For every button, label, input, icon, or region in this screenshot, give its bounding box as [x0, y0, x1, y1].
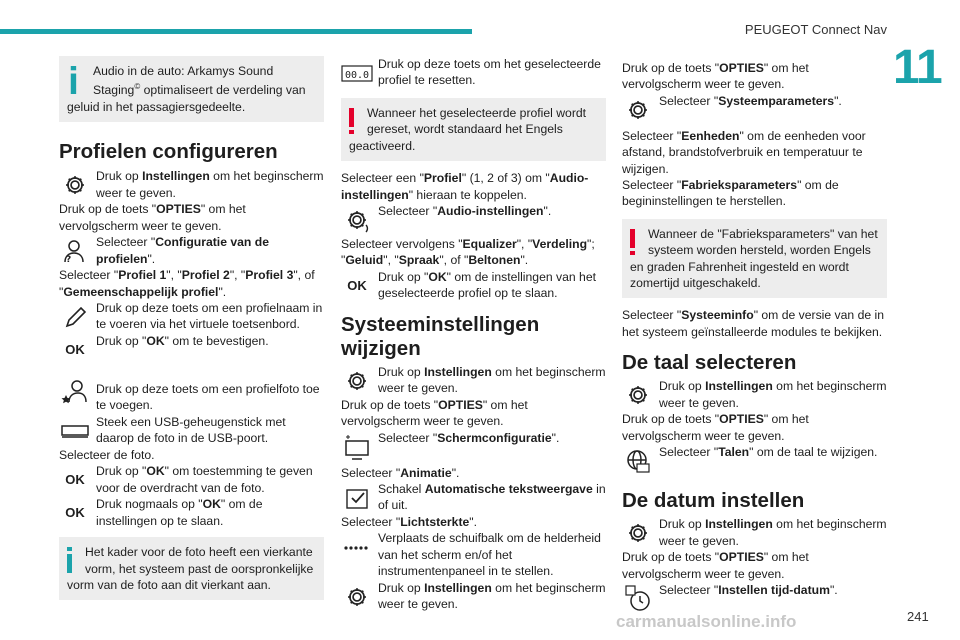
column-1 — [59, 56, 324, 600]
step-row: Selecteer "Talen" om de taal te wijzigen. — [622, 444, 887, 477]
step-row: Schakel Automatische tekstweergave in of uit. — [341, 481, 606, 514]
section-heading-date: De datum instellen — [622, 489, 805, 513]
brightness-slider-icon[interactable] — [341, 531, 373, 563]
step-text: Selecteer een "Profiel" (1, 2 of 3) om "Audio-instellingen" hieraan te koppelen. — [341, 171, 589, 202]
ok-button-icon[interactable]: OK — [65, 504, 85, 520]
watermark-text: carmanualsonline.info — [616, 612, 797, 631]
column-2 — [341, 56, 606, 613]
step-row: Druk op deze toets om een profielnaam in te voeren via het virtuele toetsenbord. — [59, 300, 324, 333]
header-accent-bar — [0, 29, 472, 34]
step-row: Selecteer "Instellen tijd-datum". — [622, 582, 887, 615]
section-heading-language: De taal selecteren — [622, 351, 797, 375]
step-row: Verplaats de schuifbalk om de helderheid van het scherm en/of het instrumentenpaneel in te stellen. — [341, 530, 606, 579]
column-3 — [622, 56, 887, 615]
step-row: Druk op Instellingen om het beginscherm weer te geven. — [341, 364, 606, 397]
screen-config-icon[interactable] — [341, 431, 373, 463]
step-text: Selecteer "Eenheden" om de eenheden voor afstand, brandstofverbruik en temperatuur te wijzigen. — [622, 128, 866, 176]
step-row: OK Druk nogmaals op "OK" om de instellingen op te slaan. — [59, 496, 324, 529]
pencil-icon[interactable] — [59, 301, 91, 333]
step-row: Selecteer "Systeemparameters". — [622, 93, 887, 126]
step-text: Selecteer vervolgens "Equalizer", "Verdeling"; "Geluid", "Spraak", of "Beltonen". — [341, 237, 595, 268]
reset-profile-icon[interactable] — [341, 57, 373, 89]
step-text: Selecteer "Fabrieksparameters" om de begininstellingen te herstellen. — [622, 178, 839, 209]
page-header-title: PEUGEOT Connect Nav — [744, 22, 887, 37]
step-text: Selecteer "Profiel 1", "Profiel 2", "Profiel 3", of "Gemeenschappelijk profiel". — [59, 268, 315, 299]
ok-button-icon[interactable]: OK — [347, 277, 367, 293]
step-row: OK Druk op "OK" om toestemming te geven voor de overdracht van de foto. — [59, 463, 324, 496]
step-row: OK Druk op "OK" om te bevestigen. — [59, 333, 324, 366]
step-row: ? Selecteer "Configuratie van de profielen". — [59, 234, 324, 267]
step-text: Druk op de toets "OPTIES" om het vervolgscherm weer te geven. — [341, 397, 528, 429]
system-parameters-icon[interactable] — [622, 94, 654, 126]
step-row: Druk op deze toets om een profielfoto toe te voegen. — [59, 374, 324, 414]
step-text: Druk op de toets "OPTIES" om het vervolgscherm weer te geven. — [59, 202, 246, 233]
step-row: Druk op Instellingen om het beginscherm weer te geven. — [622, 516, 887, 549]
step-row: Selecteer "Audio-instellingen". — [341, 203, 606, 236]
step-row: OK Druk op "OK" om de instellingen van het geselecteerde profiel op te slaan. — [341, 269, 606, 302]
settings-gear-icon[interactable] — [622, 517, 654, 549]
audio-settings-icon[interactable] — [341, 204, 373, 236]
step-text: Druk op de toets "OPTIES" om het vervolgscherm weer te geven. — [622, 61, 809, 92]
step-row: Steek een USB-geheugenstick met daarop de foto in de USB-poort. — [59, 414, 324, 447]
usb-stick-icon[interactable] — [59, 415, 91, 447]
svg-text:?: ? — [66, 255, 72, 266]
step-text: Selecteer "Lichtsterkte". — [341, 515, 478, 530]
step-text: Selecteer "Animatie". — [341, 465, 460, 480]
info-icon — [67, 547, 73, 573]
warning-icon — [349, 108, 355, 134]
step-row: Druk op Instellingen om het beginscherm weer te geven. — [341, 580, 606, 613]
settings-gear-icon[interactable] — [622, 379, 654, 411]
section-heading-system: Systeeminstellingen wijzigen — [341, 312, 540, 360]
step-row: Selecteer "Schermconfiguratie". — [341, 430, 606, 463]
step-row: Druk op Instellingen om het beginscherm weer te geven. — [622, 378, 887, 411]
step-row: Druk op Instellingen om het beginscherm weer te geven. — [59, 168, 324, 201]
warning-note-factory: Wanneer de "Fabrieksparameters" van het systeem worden hersteld, worden Engels en graden Fahrenheit ingesteld en wordt zomertijd uitgeschakeld. — [622, 219, 887, 299]
step-text: Selecteer de foto. — [59, 447, 155, 462]
profile-photo-icon[interactable] — [59, 375, 91, 407]
info-note-audio: Audio in de auto: Arkamys Sound Staging© optimaliseert de verdeling van geluid in het passagiersgedeelte. — [59, 56, 324, 122]
language-icon[interactable] — [622, 445, 654, 477]
page-number: 241 — [907, 609, 929, 624]
settings-gear-icon[interactable] — [341, 581, 373, 613]
step-text: Selecteer "Systeeminfo" om de versie van de in het systeem geïnstalleerde modules te bekijken. — [622, 308, 885, 339]
profile-config-icon[interactable] — [59, 235, 91, 267]
section-heading-profiles: Profielen configureren — [59, 140, 278, 164]
info-icon — [67, 66, 81, 94]
ok-button-icon[interactable]: OK — [65, 471, 85, 487]
step-row: 00.0 Druk op deze toets om het geselecteerde profiel te resetten. — [341, 56, 606, 89]
info-note-photo: Het kader voor de foto heeft een vierkante vorm, het systeem past de oorspronkelijke vorm van de foto aan dit vierkant aan. — [59, 537, 324, 600]
clock-date-icon[interactable] — [622, 583, 654, 615]
checkbox-icon[interactable] — [341, 482, 373, 514]
step-text: Druk op de toets "OPTIES" om het vervolgscherm weer te geven. — [622, 412, 809, 443]
settings-gear-icon[interactable] — [59, 169, 91, 201]
warning-note-reset: Wanneer het geselecteerde profiel wordt gereset, wordt standaard het Engels geactiveerd. — [341, 98, 606, 161]
warning-icon — [630, 229, 636, 255]
chapter-number: 11 — [893, 41, 942, 94]
svg-text:00.0: 00.0 — [344, 70, 370, 81]
step-text: Druk op de toets "OPTIES" om het vervolgscherm weer te geven. — [622, 550, 809, 581]
ok-button-icon[interactable]: OK — [65, 341, 85, 357]
settings-gear-icon[interactable] — [341, 365, 373, 397]
